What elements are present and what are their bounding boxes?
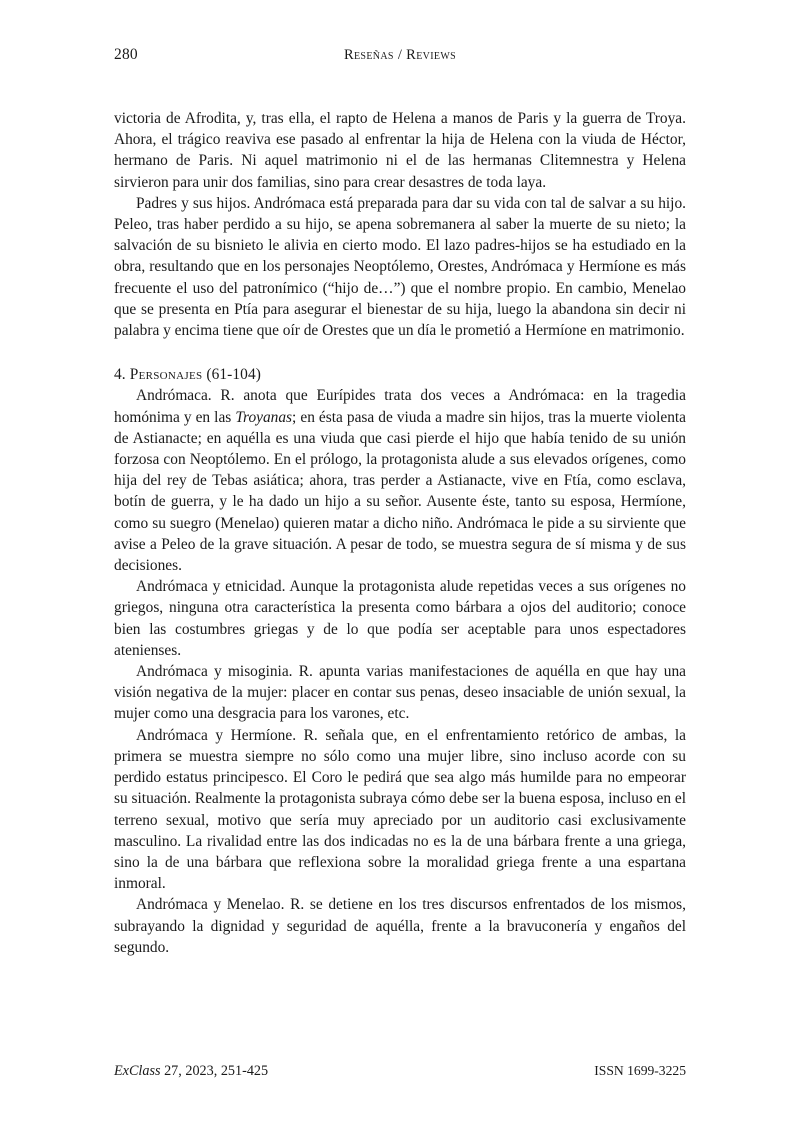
paragraph-troya: victoria de Afrodita, y, tras ella, el rapto de Helena a manos de Paris y la guerra de Troya. Ahora, el trágico reaviva ese pasado al enfrentar la hija de Helena con la viuda de Héctor, hermano de Paris. Ni aquel matrimonio ni el de las hermanas Clitemnestra y Helena sirvieron para unir dos familias, sino para crear desastres de toda laya. <box>114 110 686 191</box>
footer-citation <box>114 1060 268 1082</box>
paragraph-andromaca <box>114 385 686 576</box>
text-column <box>114 108 686 958</box>
paragraph-etnicidad: Andrómaca y etnicidad. Aunque la protagonista alude repetidas veces a sus orígenes no griegos, ninguna otra característica la presenta como bárbara a ojos del auditorio; conoce bien las costumbres griegas y de lo que podía ser aceptable para unos espectadores atenienses. <box>114 578 686 659</box>
section-heading <box>114 347 686 385</box>
paragraph-misoginia: Andrómaca y misoginia. R. apunta varias manifestaciones de aquélla en que hay una visión negativa de la mujer: placer en contar sus penas, deseo insaciable de unión sexual, la mujer como una desgracia para los varones, etc. <box>114 663 686 723</box>
paragraph-andromaca-lead: Andrómaca. R. anota que Eurípides trata dos veces a Andrómaca: en la tragedia homónima y en las <box>114 387 686 426</box>
journal-name: ExClass <box>114 1063 161 1079</box>
paragraph-padres-hijos: Padres y sus hijos. Andrómaca está preparada para dar su vida con tal de salvar a su hijo. Peleo, tras haber perdido a su hijo, se apena sobremanera al saber la muerte de su nieto; la salvación de su bisnieto le alivia en cierto modo. El lazo padres-hijos se ha estudiado en la obra, resultando que en los personajes Neoptólemo, Orestes, Andrómaca y Hermíone es más frecuente el uso del patronímico (“hijo de…”) que el nombre propio. En cambio, Menelao que se presenta en Ptía para asegurar el bienestar de su hija, luego la abandona sin decir ni palabra y encima tiene que oír de Orestes que un día le prometió a Hermíone en matrimonio. <box>114 194 686 340</box>
page-folio: 280 <box>114 46 138 63</box>
paragraph-menelao: Andrómaca y Menelao. R. se detiene en los tres discursos enfrentados de los mismos, subrayando la dignidad y seguridad de aquélla, frente a la bravuconería y engaños del segundo. <box>114 896 686 956</box>
paragraph-andromaca-tail: ; en ésta pasa de viuda a madre sin hijos, tras la muerte violenta de Astianacte; en aquélla es una viuda que casi pierde el hijo que había tenido de su unión forzosa con Neoptólemo. En el prólogo, la protagonista alude a sus elevados orígenes, como hija del rey de Tebas asiática; ahora, tras perder a Astianacte, vive en Ftía, como esclava, botín de guerra, y le ha dado un hijo a su señor. Ausente éste, tanto su esposa, Hermíone, como su suegro (Menelao) quieren matar a dicho niño. Andrómaca le pide a su sirviente que avise a Peleo de la grave situación. A pesar de todo, se muestra segura de sí misma y de sus decisiones. <box>114 408 686 575</box>
running-head-title: Reseñas / Reviews <box>343 47 457 63</box>
work-title-troyanas: Troyanas <box>235 408 293 426</box>
section-page-range: (61-104) <box>206 366 261 384</box>
page-footer <box>114 1060 686 1082</box>
footer-issn: ISSN 1699-3225 <box>594 1063 686 1078</box>
running-head <box>114 44 686 66</box>
paragraph-hermione: Andrómaca y Hermíone. R. señala que, en el enfrentamiento retórico de ambas, la primera se muestra siempre no sólo como una mujer libre, sino incluso acorde con su perdido estatus principesco. El Coro le pedirá que sea algo más humilde para no empeorar su situación. Realmente la protagonista subraya cómo debe ser la buena esposa, incluso en el terreno sexual, motivo que sería muy apreciado por un auditorio casi exclusivamente masculino. La rivalidad entre las dos indicadas no es la de una bárbara frente a una griega, sino la de una bárbara que reflexiona sobre la moralidad griega frente a una espartana inmoral. <box>114 726 686 893</box>
section-title: Personajes <box>129 366 203 384</box>
section-number: 4. <box>114 366 126 384</box>
journal-volume-pages: 27, 2023, 251-425 <box>160 1063 269 1079</box>
